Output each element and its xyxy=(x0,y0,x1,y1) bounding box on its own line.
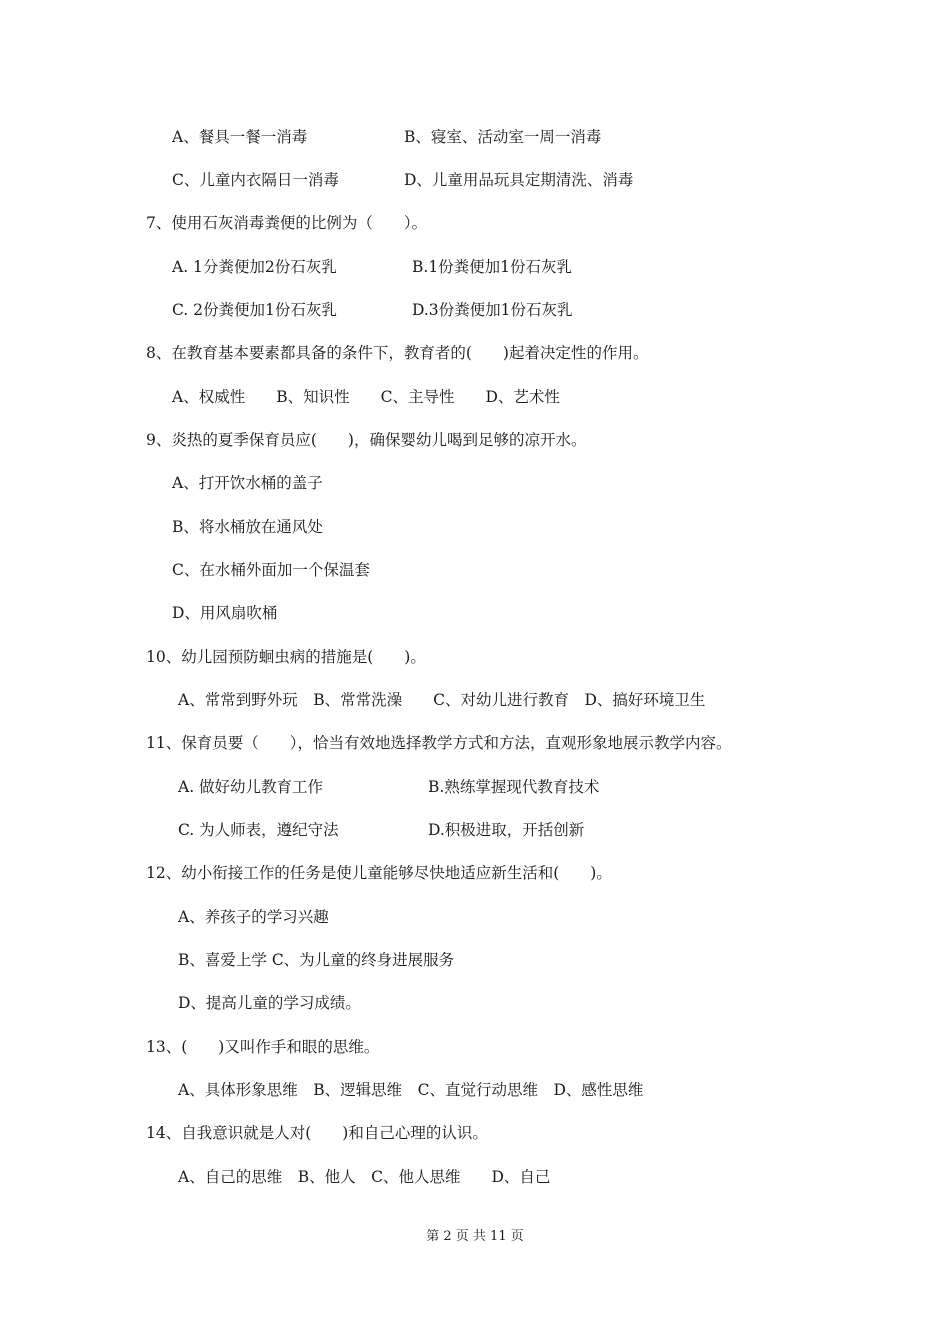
text-line: D.积极进取，开括创新 xyxy=(428,821,585,839)
text-line: A、自己的思维 B、他人 C、他人思维 D、自己 xyxy=(178,1168,551,1186)
text-line: C、在水桶外面加一个保温套 xyxy=(172,561,370,579)
text-line: C. 2份粪便加1份石灰乳 xyxy=(172,301,337,319)
text-line: D、提高儿童的学习成绩。 xyxy=(178,994,361,1012)
text-line: D、儿童用品玩具定期清洗、消毒 xyxy=(404,171,634,189)
text-line: 10、幼儿园预防蛔虫病的措施是( )。 xyxy=(146,648,426,666)
text-line: A、常常到野外玩 B、常常洗澡 C、对幼儿进行教育 D、搞好环境卫生 xyxy=(178,691,706,709)
text-line: A、打开饮水桶的盖子 xyxy=(172,474,323,492)
page-footer: 第 2 页 共 11 页 xyxy=(426,1229,524,1244)
text-line: 7、使用石灰消毒粪便的比例为（ ）。 xyxy=(146,214,428,232)
text-line: 11、保育员要（ ），恰当有效地选择教学方式和方法，直观形象地展示教学内容。 xyxy=(146,734,732,752)
text-line: B、寝室、活动室一周一消毒 xyxy=(404,128,602,146)
text-line: C、儿童内衣隔日一消毒 xyxy=(172,171,339,189)
text-line: 13、( )又叫作手和眼的思维。 xyxy=(146,1038,380,1056)
text-line: A. 1分粪便加2份石灰乳 xyxy=(172,258,337,276)
text-line: A、权威性 B、知识性 C、主导性 D、艺术性 xyxy=(172,388,560,406)
text-line: C. 为人师表，遵纪守法 xyxy=(178,821,339,839)
text-line: A、具体形象思维 B、逻辑思维 C、直觉行动思维 D、感性思维 xyxy=(178,1081,644,1099)
text-line: 12、幼小衔接工作的任务是使儿童能够尽快地适应新生活和( )。 xyxy=(146,864,612,882)
text-line: B.1份粪便加1份石灰乳 xyxy=(412,258,573,276)
text-line: B、将水桶放在通风处 xyxy=(172,518,323,536)
text-line: B、喜爱上学 C、为儿童的终身进展服务 xyxy=(178,951,455,969)
text-line: D、用风扇吹桶 xyxy=(172,604,278,622)
text-line: A. 做好幼儿教育工作 xyxy=(178,778,324,796)
text-line: A、养孩子的学习兴趣 xyxy=(178,908,329,926)
text-line: 8、在教育基本要素都具备的条件下，教育者的( )起着决定性的作用。 xyxy=(146,344,649,362)
text-line: B.熟练掌握现代教育技术 xyxy=(428,778,600,796)
text-line: A、餐具一餐一消毒 xyxy=(172,128,308,146)
text-line: 14、自我意识就是人对( )和自己心理的认识。 xyxy=(146,1124,488,1142)
text-line: 9、炎热的夏季保育员应( )，确保婴幼儿喝到足够的凉开水。 xyxy=(146,431,587,449)
text-line: D.3份粪便加1份石灰乳 xyxy=(412,301,573,319)
